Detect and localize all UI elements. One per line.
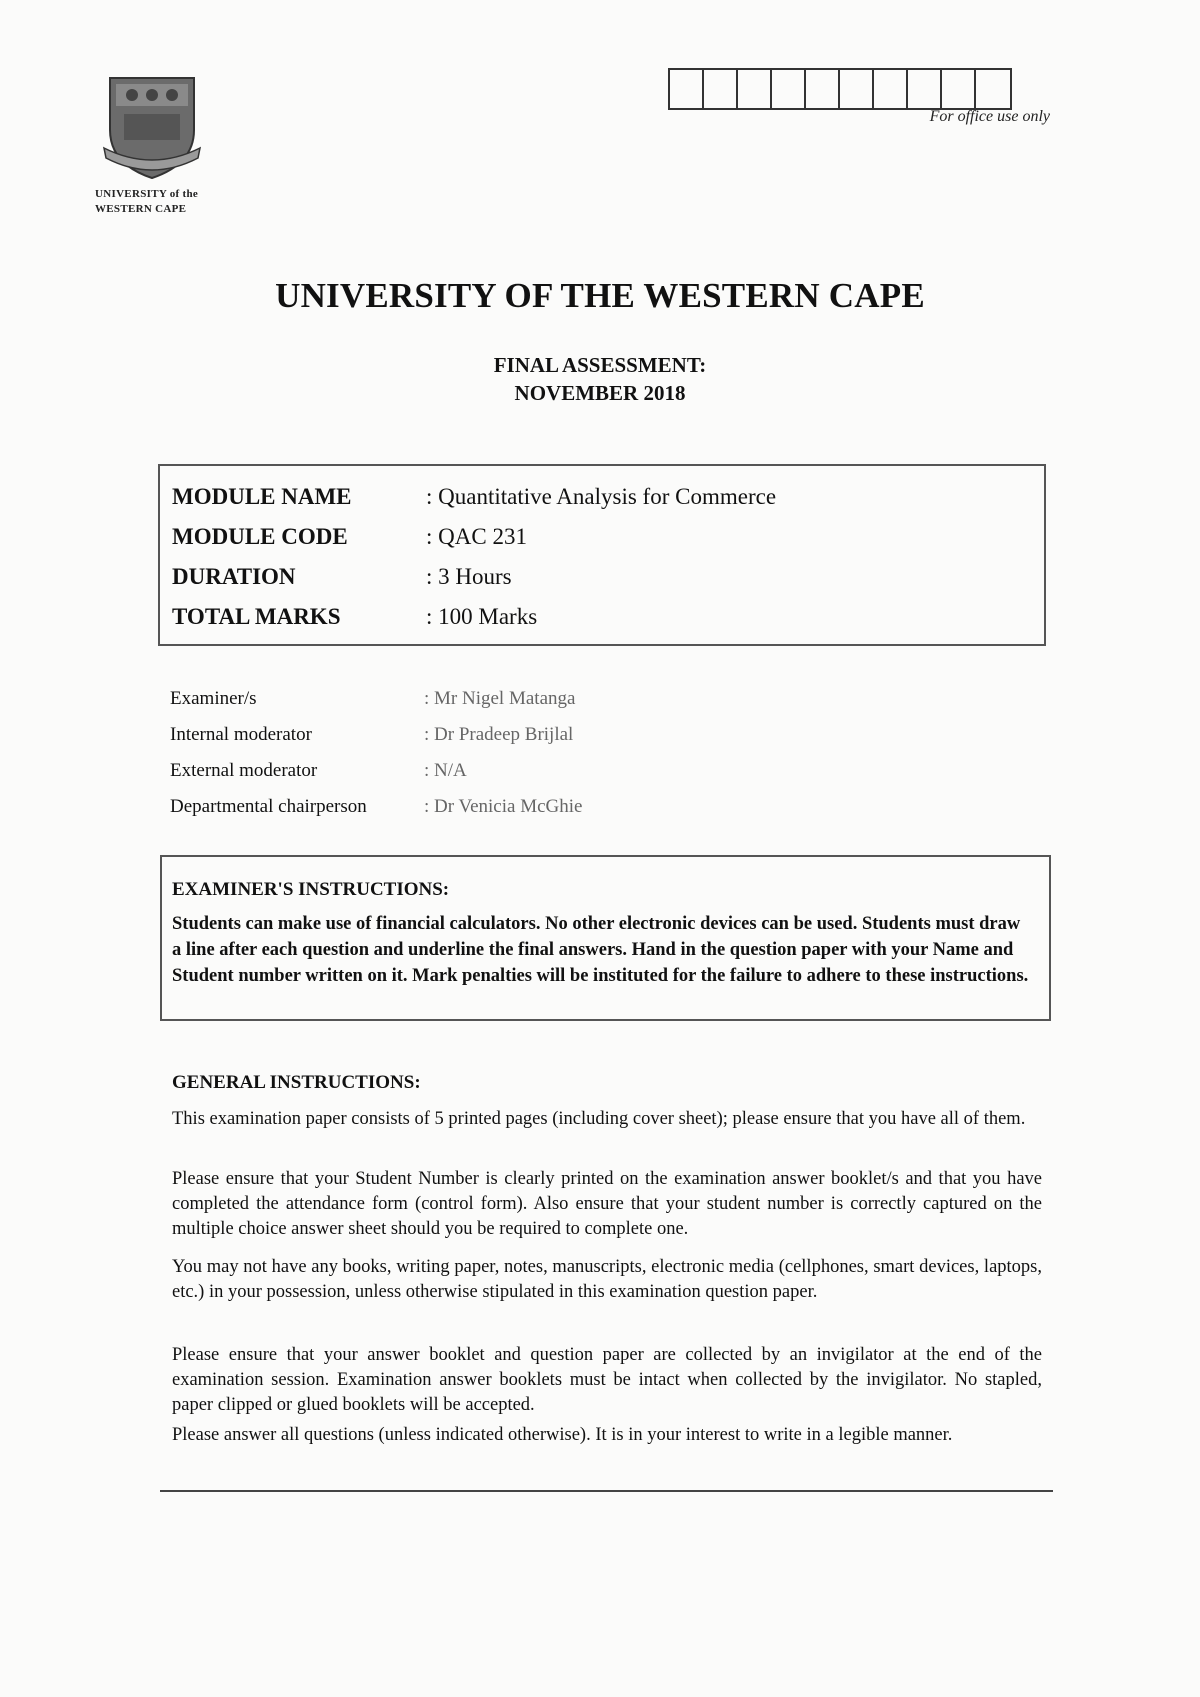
- assessment-title: [0, 351, 1200, 407]
- crest-name: [95, 187, 235, 217]
- staff-value: : Mr Nigel Matanga: [424, 688, 576, 709]
- staff-value: : N/A: [424, 760, 467, 781]
- staff-label: Internal moderator: [170, 724, 312, 745]
- module-value: : 3 Hours: [426, 564, 512, 589]
- module-label: TOTAL MARKS: [172, 604, 341, 629]
- module-value: : Quantitative Analysis for Commerce: [426, 484, 777, 509]
- staff-value: : Dr Pradeep Brijlal: [424, 724, 574, 745]
- office-cell: [976, 70, 1010, 108]
- general-instruction-paragraph: Please ensure that your Student Number is clearly printed on the examination answer booklet/s and that you have completed the attendance form (control form). Also ensure that your student number is correctly captured on the multiple choice answer sheet should you be required to complete one.: [172, 1169, 1042, 1239]
- assessment-line1: FINAL ASSESSMENT:: [493, 353, 707, 377]
- general-instruction-paragraph: You may not have any books, writing paper, notes, manuscripts, electronic media (cellphones, smart devices, laptops, etc.) in your possession, unless otherwise stipulated in this examination question paper.: [172, 1257, 1042, 1302]
- general-instructions-heading: GENERAL INSTRUCTIONS:: [172, 1072, 421, 1093]
- general-instruction-paragraph: This examination paper consists of 5 printed pages (including cover sheet); please ensure that you have all of them.: [172, 1109, 1026, 1129]
- examiner-instructions-box: [160, 855, 1051, 1021]
- module-label: DURATION: [172, 564, 296, 589]
- bottom-divider: [160, 1490, 1053, 1492]
- office-cell: [942, 70, 976, 108]
- module-label: MODULE CODE: [172, 524, 348, 549]
- university-title: UNIVERSITY OF THE WESTERN CAPE: [275, 276, 925, 315]
- module-info-box: [158, 464, 1046, 646]
- staff-value: : Dr Venicia McGhie: [424, 796, 583, 817]
- office-cell: [874, 70, 908, 108]
- staff-label: Examiner/s: [170, 688, 257, 709]
- office-cell: [908, 70, 942, 108]
- office-use-grid: [668, 68, 1012, 110]
- examiner-instructions-text: Students can make use of financial calculators. No other electronic devices can be used. Students must draw a line after each question and underline the final answers. Hand in the question paper with your Name and Student number written on it. Mark penalties will be instituted for the failure to adhere to these instructions.: [172, 914, 1029, 986]
- office-cell: [704, 70, 738, 108]
- office-cell: [840, 70, 874, 108]
- examiner-instructions-heading: EXAMINER'S INSTRUCTIONS:: [172, 879, 450, 900]
- general-instruction-paragraph: Please ensure that your answer booklet and question paper are collected by an invigilator at the end of the examination session. Examination answer booklets must be intact when collected by the invigilator. No stapled, paper clipped or glued booklets will be accepted.: [172, 1345, 1042, 1415]
- office-use-label: For office use only: [929, 108, 1050, 125]
- office-cell: [738, 70, 772, 108]
- office-cell: [806, 70, 840, 108]
- general-instruction-paragraph: Please answer all questions (unless indicated otherwise). It is in your interest to write in a legible manner.: [172, 1425, 953, 1445]
- staff-label: External moderator: [170, 760, 318, 781]
- crest-name-line2: WESTERN CAPE: [95, 203, 187, 215]
- module-value: : QAC 231: [426, 524, 527, 549]
- staff-label: Departmental chairperson: [170, 796, 367, 817]
- assessment-line2: NOVEMBER 2018: [514, 381, 686, 405]
- module-value: : 100 Marks: [426, 604, 538, 629]
- module-label: MODULE NAME: [172, 484, 352, 509]
- crest-name-line1: UNIVERSITY of the: [95, 188, 199, 200]
- office-cell: [670, 70, 704, 108]
- office-cell: [772, 70, 806, 108]
- university-crest-logo: [102, 72, 202, 182]
